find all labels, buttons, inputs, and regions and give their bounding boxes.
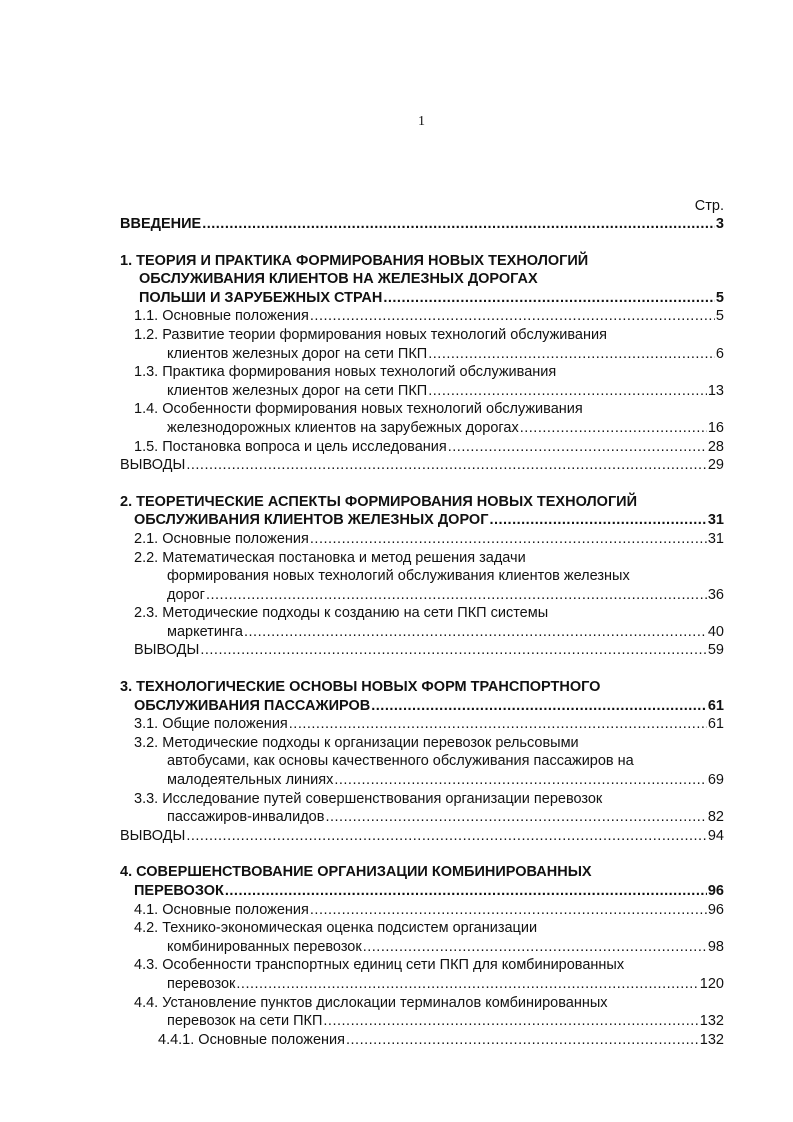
chapter-2-heading-line1: 2. ТЕОРЕТИЧЕСКИЕ АСПЕКТЫ ФОРМИРОВАНИЯ НОВЫХ ТЕХНОЛОГИЙ <box>120 493 638 510</box>
toc-entry-4-2-line1: 4.2. Технико-экономическая оценка подсистем организации <box>134 920 538 937</box>
toc-entry-1-5[interactable]: 1.5. Постановка вопроса и цель исследования ..... 28 <box>120 438 724 457</box>
toc-entry-1-conclusions[interactable]: ВЫВОДЫ ..... 29 <box>120 456 724 475</box>
toc-entry-4-4-line1: 4.4. Установление пунктов дислокации терминалов комбинированных <box>134 994 608 1011</box>
toc-entry-1-2[interactable]: клиентов железных дорог на сети ПКП ..... 6 <box>120 345 724 364</box>
toc-entry-2-3[interactable]: маркетинга ..... 40 <box>120 623 724 642</box>
toc-entry-3-2-line1: 3.2. Методические подходы к организации перевозок рельсовыми <box>134 734 579 751</box>
toc-entry-chapter-4[interactable]: ПЕРЕВОЗОК ..... 96 <box>120 882 724 901</box>
toc-entry-2-2-line1: 2.2. Математическая постановка и метод решения задачи <box>134 549 526 566</box>
toc-entry-3-1[interactable]: 3.1. Общие положения ..... 61 <box>120 715 724 734</box>
toc-entry-4-3[interactable]: перевозок ..... 120 <box>120 975 724 994</box>
toc-entry-4-3-line1: 4.3. Особенности транспортных единиц сети ПКП для комбинированных <box>134 957 625 974</box>
toc-entry-2-1[interactable]: 2.1. Основные положения ..... 31 <box>120 530 724 549</box>
toc-entry-chapter-3[interactable]: ОБСЛУЖИВАНИЯ ПАССАЖИРОВ ..... 61 <box>120 697 724 716</box>
toc-entry-3-2-line2: автобусами, как основы качественного обслуживания пассажиров на <box>167 753 634 770</box>
page-number: 1 <box>418 114 425 129</box>
toc-entry-title: ВВЕДЕНИЕ <box>120 216 202 232</box>
toc-entry-3-3-line1: 3.3. Исследование путей совершенствования организации перевозок <box>134 790 603 807</box>
toc-entry-2-conclusions[interactable]: ВЫВОДЫ ..... 59 <box>120 641 724 660</box>
toc-entry-4-4-1[interactable]: 4.4.1. Основные положения ..... 132 <box>120 1031 724 1050</box>
toc-entry-page: 3 <box>715 216 724 232</box>
toc-entry-4-4[interactable]: перевозок на сети ПКП ..... 132 <box>120 1012 724 1031</box>
toc-entry-page: 5 <box>715 289 724 306</box>
toc-entry-1-2-line1: 1.2. Развитие теории формирования новых технологий обслуживания <box>134 326 607 343</box>
toc-entry-1-4[interactable]: железнодорожных клиентов на зарубежных дорогах ..... 16 <box>120 419 724 438</box>
toc-entry-3-2[interactable]: малодеятельных линиях ..... 69 <box>120 771 724 790</box>
toc-entry-chapter-2[interactable]: ОБСЛУЖИВАНИЯ КЛИЕНТОВ ЖЕЛЕЗНЫХ ДОРОГ ..... 31 <box>120 511 724 530</box>
toc-entry-1-4-line1: 1.4. Особенности формирования новых технологий обслуживания <box>134 401 583 418</box>
toc-entry-3-3[interactable]: пассажиров-инвалидов ..... 82 <box>120 808 724 827</box>
chapter-1-heading-line1: 1. ТЕОРИЯ И ПРАКТИКА ФОРМИРОВАНИЯ НОВЫХ ТЕХНОЛОГИЙ <box>120 252 589 269</box>
toc-entry-4-1[interactable]: 4.1. Основные положения ..... 96 <box>120 901 724 920</box>
toc-entry-2-2-line2: формирования новых технологий обслуживания клиентов железных <box>167 568 630 585</box>
toc-entry-1-3[interactable]: клиентов железных дорог на сети ПКП ..... 13 <box>120 382 724 401</box>
table-of-contents <box>120 197 724 1049</box>
toc-entry-4-2[interactable]: комбинированных перевозок ..... 98 <box>120 938 724 957</box>
toc-entry-2-2[interactable]: дорог ..... 36 <box>120 586 724 605</box>
toc-entry-3-conclusions[interactable]: ВЫВОДЫ ..... 94 <box>120 827 724 846</box>
toc-entry-intro[interactable] <box>120 215 724 234</box>
toc-entry-1-3-line1: 1.3. Практика формирования новых технологий обслуживания <box>134 364 557 381</box>
toc-entry-2-3-line1: 2.3. Методические подходы к созданию на сети ПКП системы <box>134 605 549 622</box>
chapter-1-heading-line2: ОБСЛУЖИВАНИЯ КЛИЕНТОВ НА ЖЕЛЕЗНЫХ ДОРОГАХ <box>139 271 538 288</box>
page-column-header: Стр. <box>694 198 724 214</box>
toc-entry-chapter-1[interactable]: ПОЛЬШИ И ЗАРУБЕЖНЫХ СТРАН ..... 5 <box>120 289 724 308</box>
chapter-3-heading-line1: 3. ТЕХНОЛОГИЧЕСКИЕ ОСНОВЫ НОВЫХ ФОРМ ТРАНСПОРТНОГО <box>120 679 601 696</box>
chapter-4-heading-line1: 4. СОВЕРШЕНСТВОВАНИЕ ОРГАНИЗАЦИИ КОМБИНИРОВАННЫХ <box>120 864 592 881</box>
toc-entry-1-1[interactable]: 1.1. Основные положения ..... 5 <box>120 307 724 326</box>
